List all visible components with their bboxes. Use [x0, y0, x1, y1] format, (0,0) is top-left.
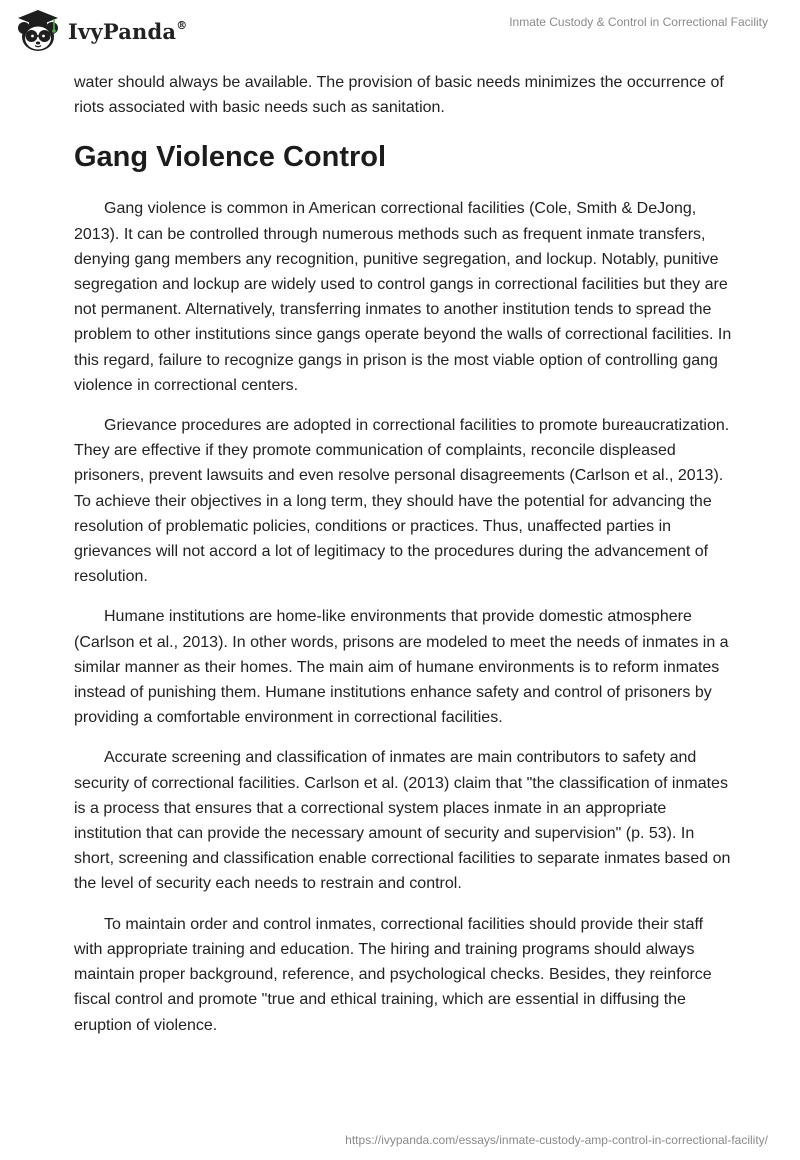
document-title: Inmate Custody & Control in Correctional Facility: [509, 15, 768, 29]
source-url[interactable]: https://ivypanda.com/essays/inmate-custody-amp-control-in-correctional-facility/: [345, 1133, 768, 1147]
paragraph-humane-institutions: Humane institutions are home-like environments that provide domestic atmosphere (Carlson et al., 2013). In other words, prisons are modeled to meet the needs of inmates in a similar manner as their homes. The main aim of humane environments is to reform inmates instead of punishing them. Humane institutions enhance safety and control of prisoners by providing a comfortable environment in correctional facilities.: [74, 608, 729, 727]
section-heading: Gang Violence Control: [74, 141, 387, 174]
paragraph-staff-training: To maintain order and control inmates, correctional facilities should provide their staff with appropriate training and education. The hiring and training programs should always maintain proper background, reference, and psychological checks. Besides, they reinforce fiscal control and promote "true and ethical training, which are essential in diffusing the eruption of violence.: [74, 915, 712, 1034]
brand-name: IvyPanda®: [68, 18, 188, 44]
paragraph-screening-classification: Accurate screening and classification of inmates are main contributors to safety and security of correctional facilities. Carlson et al. (2013) claim that "the classification of inmates is a process that ensures that a correctional system places inmate in an appropriate institution that can provide the necessary amount of security and supervision" (p. 53). In short, screening and classification enable correctional facilities to separate inmates based on the level of security each needs to restrain and control.: [74, 749, 731, 893]
panda-graduate-icon: [14, 8, 62, 54]
paragraph-gang-violence: Gang violence is common in American correctional facilities (Cole, Smith & DeJong, 2013). It can be controlled through numerous methods such as frequent inmate transfers, denying gang members any recognition, punitive segregation, and lockup. Notably, punitive segregation and lockup are widely used to control gangs in correctional facilities but they are not permanent. Alternatively, transferring inmates to another institution tends to spread the problem to other institutions since gangs operate beyond the walls of correctional facilities. In this regard, failure to recognize gangs in prison is the most viable option of controlling gang violence in correctional centers.: [74, 200, 732, 394]
paragraph-grievance-procedures: Grievance procedures are adopted in correctional facilities to promote bureaucratization. They are effective if they promote communication of complaints, reconcile displeased prisoners, prevent lawsuits and even resolve personal disagreements (Carlson et al., 2013). To achieve their objectives in a long term, they should have the potential for advancing the resolution of problematic policies, conditions or practices. Thus, unaffected parties in grievances will not accord a lot of legitimacy to the procedures during the advancement of resolution.: [74, 417, 730, 586]
article-body: [74, 70, 734, 1053]
ivypanda-logo[interactable]: [14, 8, 187, 54]
page-header: [0, 0, 800, 62]
continued-paragraph: water should always be available. The provision of basic needs minimizes the occurrence of riots associated with basic needs such as sanitation.: [74, 74, 724, 117]
